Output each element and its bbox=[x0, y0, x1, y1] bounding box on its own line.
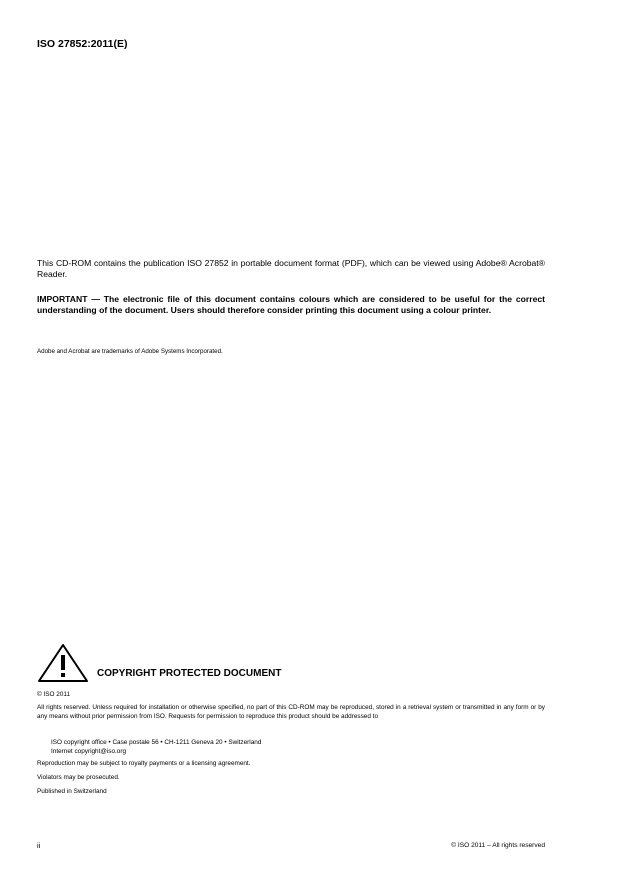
published-location: Published in Switzerland bbox=[37, 788, 107, 795]
page-number: ii bbox=[37, 841, 41, 850]
violators-notice: Violators may be prosecuted. bbox=[37, 774, 120, 781]
warning-triangle-icon bbox=[37, 643, 89, 683]
rights-reserved-text: All rights reserved. Unless required for installation or otherwise specified, no part of this CD-ROM may be reproduced, stored in a retrieval system or transmitted in any form or by any means without prior permission from ISO. Requests for permission to reproduce this product should be addressed to bbox=[37, 704, 545, 720]
copyright-heading: COPYRIGHT PROTECTED DOCUMENT bbox=[97, 668, 282, 679]
trademark-notice: Adobe and Acrobat are trademarks of Adobe Systems Incorporated. bbox=[37, 348, 223, 355]
royalty-notice: Reproduction may be subject to royalty payments or a licensing agreement. bbox=[37, 760, 251, 767]
copyright-office-address bbox=[51, 739, 261, 756]
address-line-internet: Internet copyright@iso.org bbox=[51, 747, 127, 755]
important-notice: IMPORTANT — The electronic file of this document contains colours which are considered to be useful for the correct understanding of the document. Users should therefore consider printing this document using a colour printer. bbox=[37, 294, 545, 315]
address-line-office: ISO copyright office • Case postale 56 • CH-1211 Geneva 20 • Switzerland bbox=[51, 739, 262, 746]
cdrom-description: This CD-ROM contains the publication ISO 27852 in portable document format (PDF), which can be viewed using Adobe® Acrobat® Reader. bbox=[37, 258, 545, 279]
copyright-year: © ISO 2011 bbox=[37, 691, 71, 698]
footer-copyright: © ISO 2011 – All rights reserved bbox=[451, 842, 545, 849]
document-header-title: ISO 27852:2011(E) bbox=[37, 38, 128, 50]
